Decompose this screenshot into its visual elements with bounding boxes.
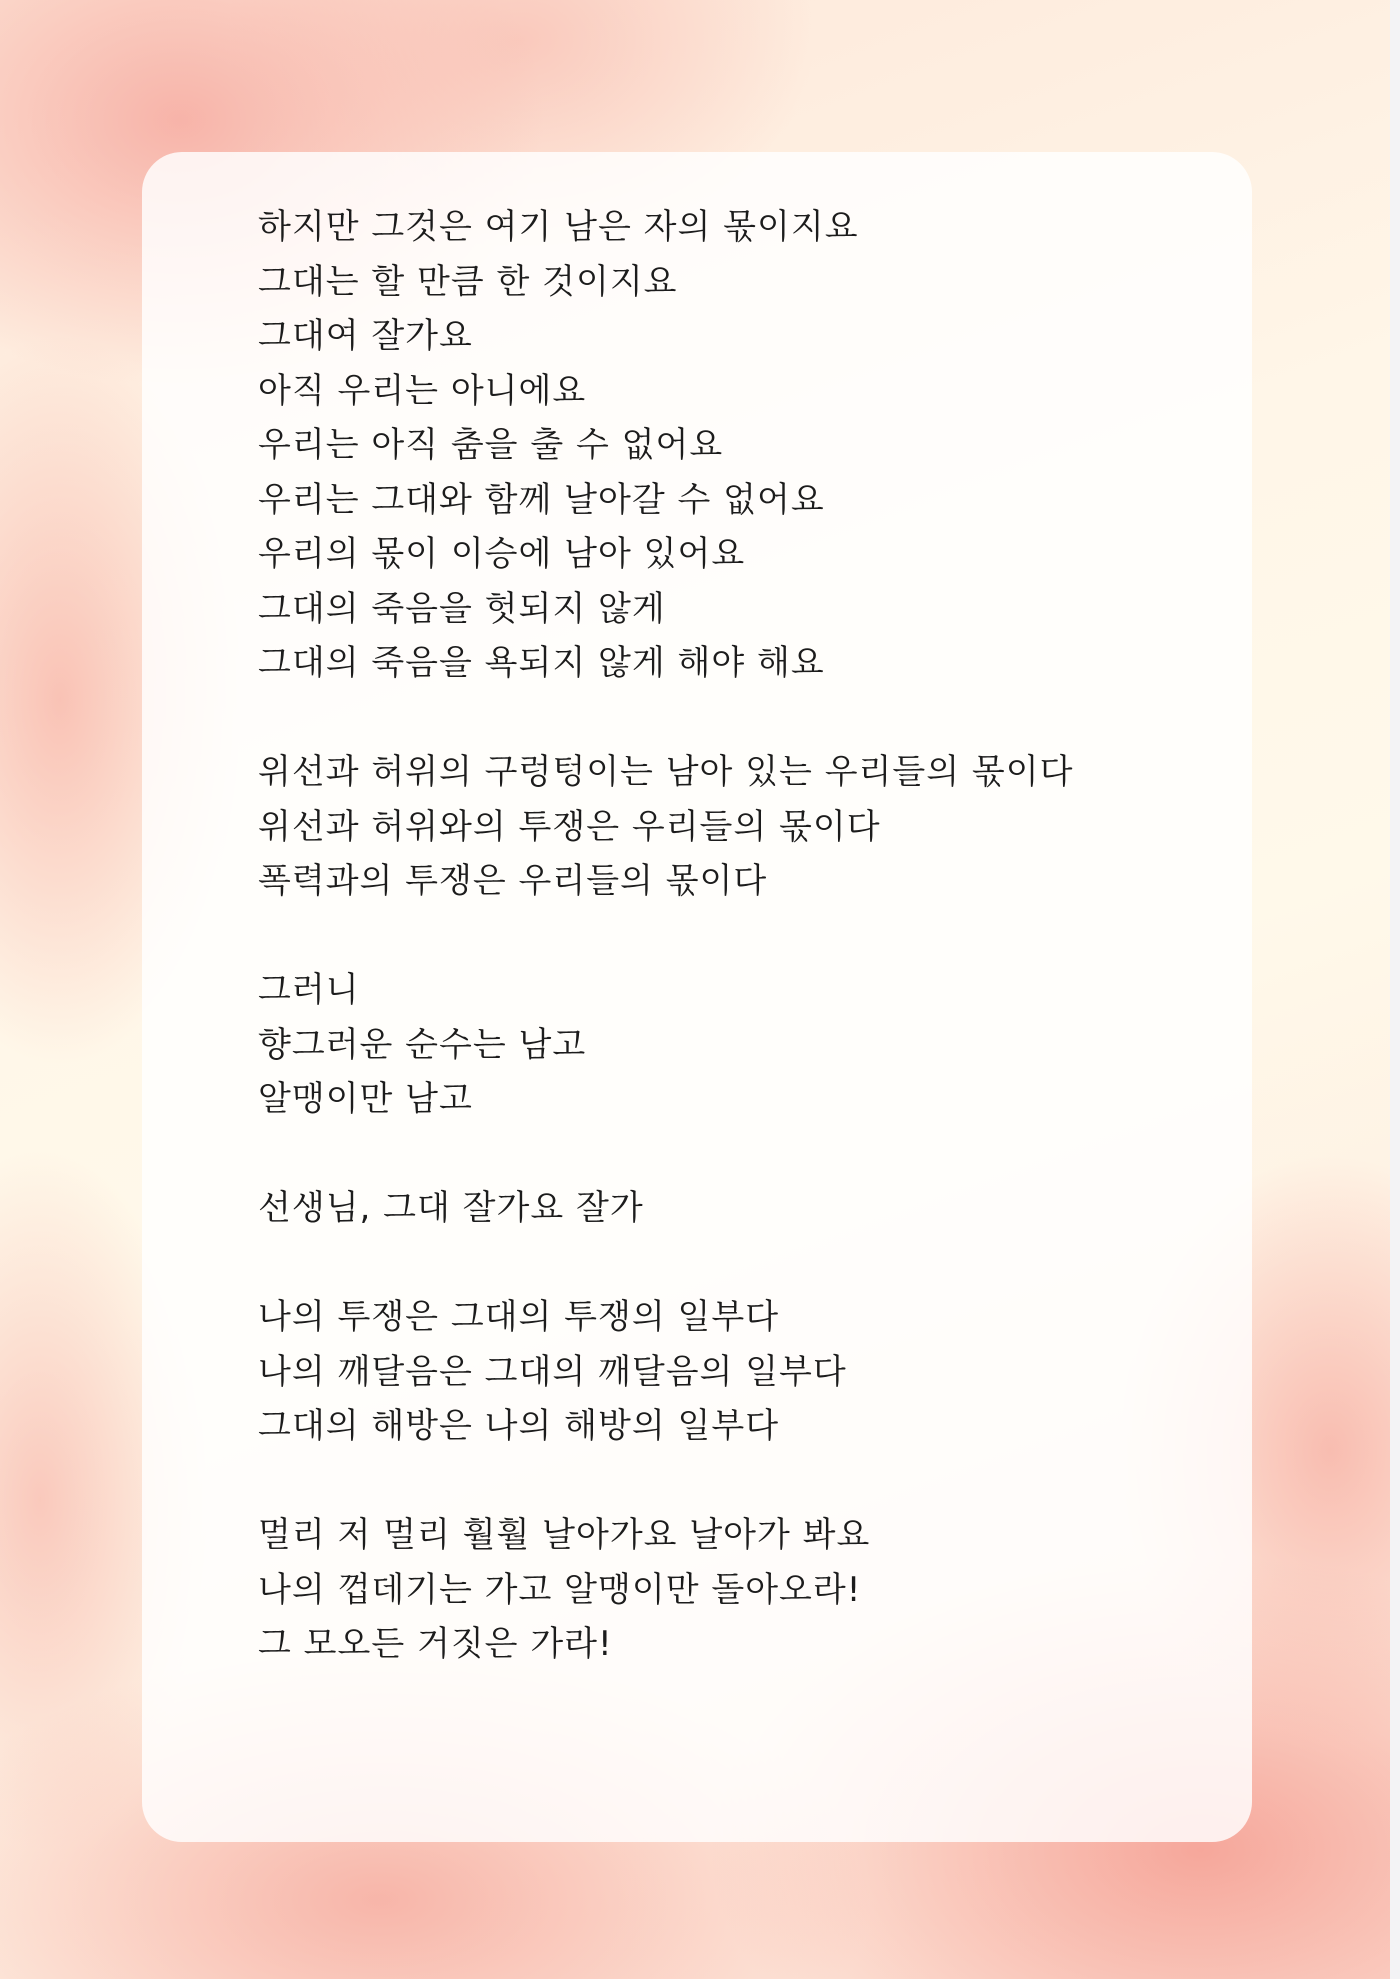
stanza-2 [258,745,1158,909]
poem-body [258,200,1158,1672]
stanza-break [258,1454,1158,1509]
poem-line: 우리의 몫이 이승에 남아 있어요 [258,534,746,574]
stanza-1 [258,200,1158,691]
poem-line: 나의 투쟁은 그대의 투쟁의 일부다 [258,1297,780,1337]
stanza-break [258,909,1158,964]
stanza-break [258,1236,1158,1291]
poem-line: 그러니 [258,970,360,1010]
poem-line: 그대의 해방은 나의 해방의 일부다 [258,1406,780,1446]
poem-line: 향그러운 순수는 남고 [258,1024,587,1065]
stanza-break [258,1127,1158,1182]
poem-line: 아직 우리는 아니에요 [258,370,587,411]
poem-line: 멀리 저 멀리 훨훨 날아가요 날아가 봐요 [258,1515,871,1555]
poem-line: 그 모오든 거짓은 가라! [258,1624,613,1664]
poem-line: 우리는 그대와 함께 날아갈 수 없어요 [258,479,825,520]
stanza-6 [258,1508,1158,1672]
poem-line: 하지만 그것은 여기 남은 자의 몫이지요 [258,207,859,247]
stanza-3 [258,963,1158,1127]
poem-line: 나의 깨달음은 그대의 깨달음의 일부다 [258,1351,847,1392]
poem-line: 그대의 죽음을 헛되지 않게 [258,588,666,629]
poem-line: 그대의 죽음을 욕되지 않게 해야 해요 [258,643,825,683]
stanza-4 [258,1181,1158,1236]
stanza-break [258,691,1158,746]
poem-line: 위선과 허위와의 투쟁은 우리들의 몫이다 [258,806,881,847]
poem-line: 알맹이만 남고 [258,1079,473,1119]
poem-line: 우리는 아직 춤을 출 수 없어요 [258,425,724,465]
stanza-5 [258,1290,1158,1454]
poem-line: 폭력과의 투쟁은 우리들의 몫이다 [258,861,768,901]
poem-line: 선생님, 그대 잘가요 잘가 [258,1188,644,1228]
poem-line: 위선과 허위의 구렁텅이는 남아 있는 우리들의 몫이다 [258,752,1074,792]
poem-line: 그대는 할 만큼 한 것이지요 [258,261,678,302]
poem-line: 그대여 잘가요 [258,316,473,356]
poem-line: 나의 껍데기는 가고 알맹이만 돌아오라! [258,1569,862,1610]
